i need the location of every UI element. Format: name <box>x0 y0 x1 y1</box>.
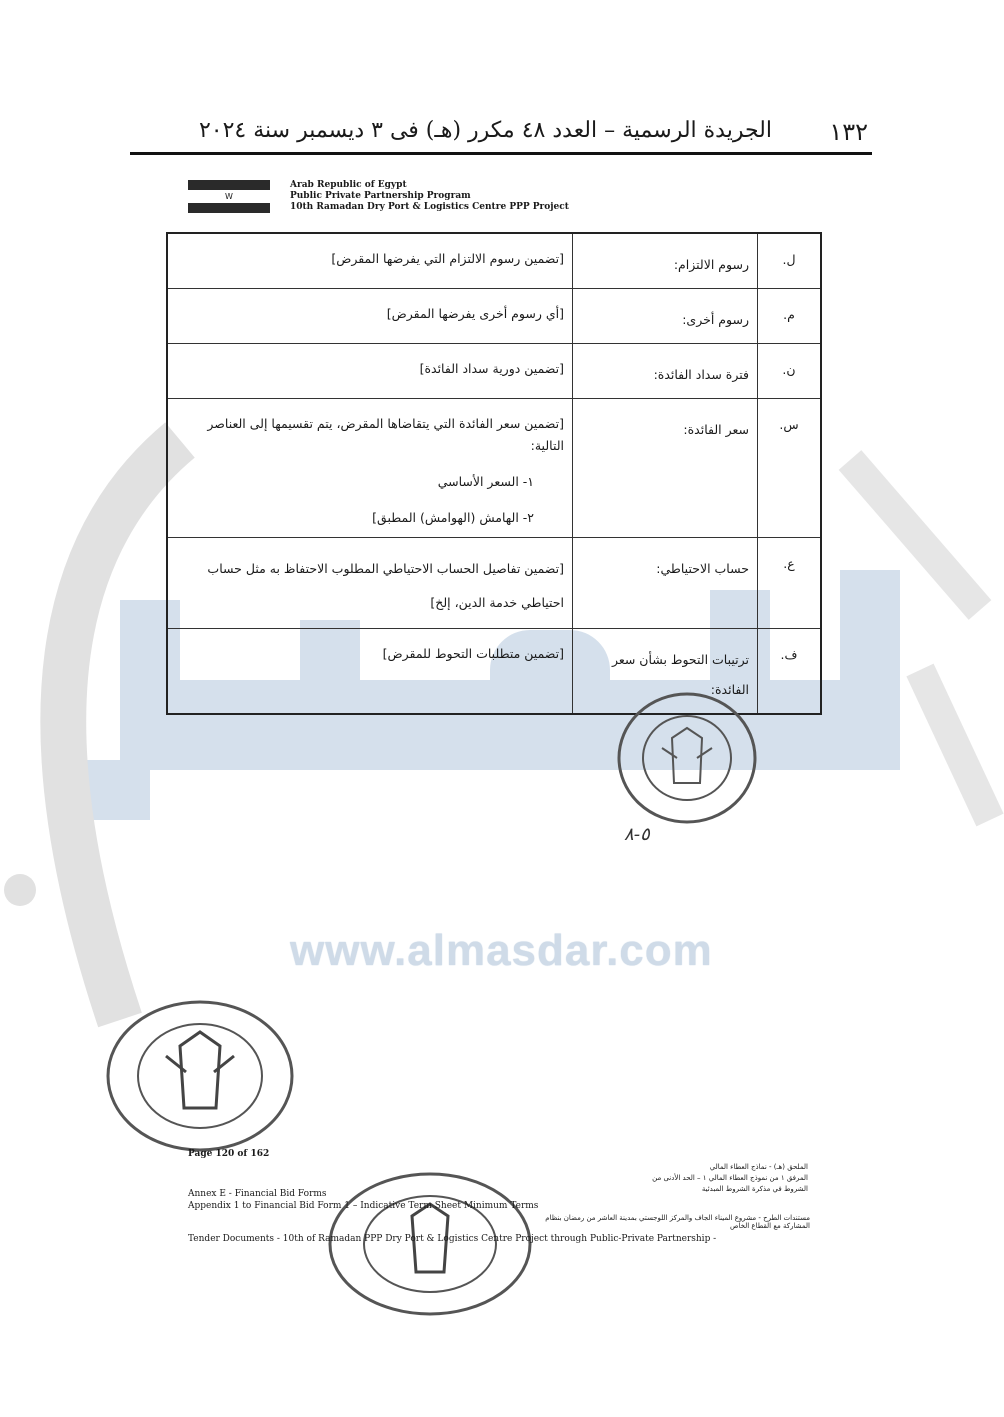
row-letter: ن. <box>758 344 822 399</box>
row-value: [تضمين دورية سداد الفائدة] <box>167 344 573 399</box>
footer-left <box>188 1148 538 1212</box>
page-number: ١٣٢ <box>829 118 868 146</box>
row-label: سعر الفائدة: <box>573 399 758 538</box>
footer-right-arabic <box>640 1162 808 1195</box>
row-letter: ل. <box>758 233 822 289</box>
row-label: رسوم أخرى: <box>573 289 758 344</box>
table-row <box>167 399 821 538</box>
row-label: ترتيبات التحوط بشأن سعر الفائدة: <box>573 629 758 715</box>
ppp-logo: W <box>188 180 270 218</box>
table-row <box>167 344 821 399</box>
footer-page: Page 120 of 162 <box>188 1149 270 1159</box>
letterhead-line-2: Public Private Partnership Program <box>290 191 471 201</box>
page-header <box>130 112 872 155</box>
letterhead-line-3: 10th Ramadan Dry Port & Logistics Centre PPP Project <box>290 202 569 212</box>
footer-ar-line-1: الملحق (هـ) - نماذج العطاء المالي <box>709 1163 808 1171</box>
official-seal-top <box>612 688 762 828</box>
interest-rate-item-1: ١- السعر الأساسي <box>437 474 534 489</box>
handwritten-date: ٥-٨ <box>624 824 650 845</box>
row-letter: ف. <box>758 629 822 715</box>
watermark-url: www.almasdar.com <box>290 926 713 975</box>
official-seal-left <box>100 996 300 1156</box>
row-value <box>167 399 573 538</box>
row-letter: س. <box>758 399 822 538</box>
row-letter: ع. <box>758 538 822 629</box>
table-row <box>167 233 821 289</box>
footer-ar-line-3: مستندات الطرح - مشروع الميناء الجاف والمركز اللوجستي بمدينة العاشر من رمضان بنظام المشاركة مع القطاع الخاص <box>545 1214 810 1230</box>
gazette-title: الجريدة الرسمية – العدد ٤٨ مكرر (هـ) فى ٣ ديسمبر سنة ٢٠٢٤ <box>198 118 772 143</box>
letterhead-line-1: Arab Republic of Egypt <box>290 180 407 190</box>
table-row <box>167 289 821 344</box>
row-value: [تضمين تفاصيل الحساب الاحتياطي المطلوب الاحتفاظ به مثل حساب احتياطي خدمة الدين، إلخ] <box>167 538 573 629</box>
row-value: [تضمين متطلبات التحوط للمقرض] <box>167 629 573 715</box>
interest-rate-item-2: ٢- الهامش (الهوامش) المطبق] <box>372 510 534 525</box>
letterhead <box>290 180 569 213</box>
row-label: رسوم الالتزام: <box>573 233 758 289</box>
interest-rate-intro: [تضمين سعر الفائدة التي يتقاضاها المقرض، يتم تقسيمها إلى العناصر التالية: <box>207 416 564 453</box>
footer-annex: Annex E - Financial Bid Forms <box>188 1189 327 1199</box>
row-value: [تضمين رسوم الالتزام التي يفرضها المقرض] <box>167 233 573 289</box>
row-value: [أي رسوم أخرى يفرضها المقرض] <box>167 289 573 344</box>
table-row <box>167 538 821 629</box>
row-label: فترة سداد الفائدة: <box>573 344 758 399</box>
row-letter: م. <box>758 289 822 344</box>
footer-tender: Tender Documents - 10th of Ramadan PPP Dry Port & Logistics Centre Project through Public-Private Partnership - <box>188 1234 717 1244</box>
row-label: حساب الاحتياطي: <box>573 538 758 629</box>
footer-ar-line-2: المرفق ١ من نموذج العطاء المالي ١ – الحد الأدنى من الشروط في مذكرة الشروط المبدئية <box>652 1174 808 1193</box>
footer-appendix: Appendix 1 to Financial Bid Form 1 – Indicative Term Sheet Minimum Terms <box>188 1201 539 1211</box>
watermark-stroke <box>820 440 1004 840</box>
term-sheet-table <box>166 232 822 715</box>
